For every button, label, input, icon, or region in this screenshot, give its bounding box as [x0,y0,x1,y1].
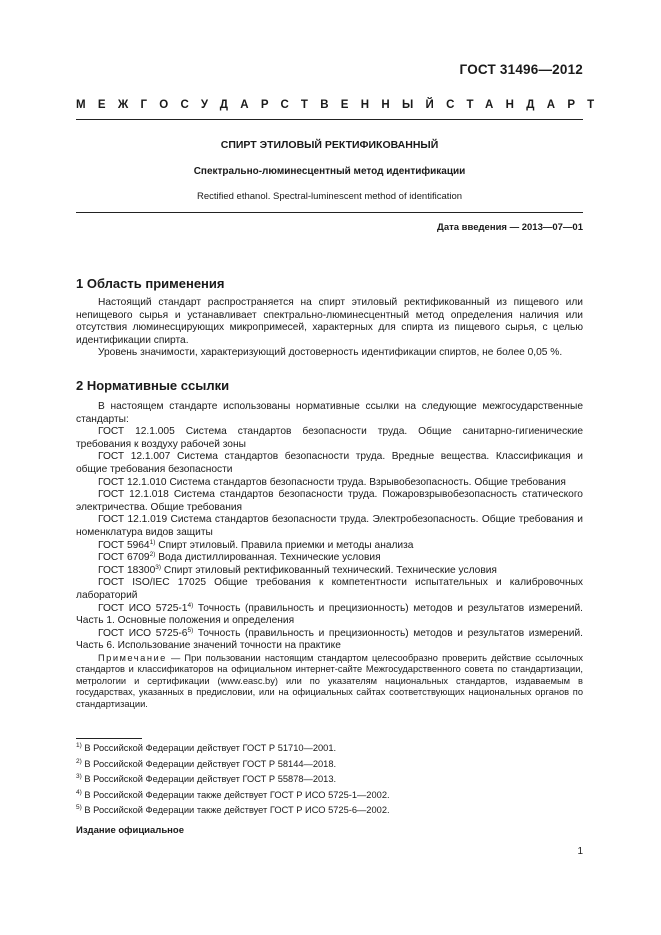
footnote-marker: 1) [149,538,156,546]
reference-title: Точность (правильность и прецизионность) методов и результатов измерений. Часть 1. Основные положения и определения [76,602,583,627]
footnote-mark: 4) [76,788,82,796]
section-1-heading: 1 Область применения [76,276,225,291]
section-1-body [76,297,583,360]
reference-code: ГОСТ 18300 [98,564,156,576]
banner-word-interstate: МЕЖГОСУДАРСТВЕННЫЙ [76,99,447,111]
interstate-standard-banner [76,99,607,111]
footnote-marker: 5) [187,626,194,634]
reference-code: ГОСТ ИСО 5725-6 [98,627,188,639]
note-text: — При пользовании настоящим стандартом целесообразно проверить действие ссылочных стандартов и классификаторов на официальном интернет-сайте Межгосударственного совета по стандартизации, метрологии и сертификации (www.easc.by) или по указателям национальных стандартов, издаваемым в государствах, указанных в предисловии, или на официальных сайтах соответствующих национальных органов по стандартизации. [76,652,583,709]
footnote [76,741,390,757]
reference-title: Спирт этиловый. Правила приемки и методы анализа [155,539,414,551]
reference-title: Вода дистиллированная. Технические условия [155,552,381,564]
page-number: 1 [577,846,583,857]
reference-item [76,577,583,602]
title-divider [76,212,583,213]
reference-item [76,603,583,628]
footnote [76,788,390,804]
reference-title: Спирт этиловый ректификованный технический. Технические условия [161,564,497,576]
banner-word-standard: СТАНДАРТ [446,99,607,111]
reference-title: Система стандартов безопасности труда. Общие санитарно-гигиенические требования к воздуху рабочей зоны [76,426,583,450]
reference-code: ГОСТ ISO/IEC 17025 [98,577,207,589]
reference-title: Система стандартов безопасности труда. Взрывобезопасность. Общие требования [166,476,566,488]
footnote-divider [76,738,142,739]
section-2-heading: 2 Нормативные ссылки [76,378,230,393]
reference-title: Точность (правильность и прецизионность) методов и результатов измерений. Часть 6. Использование значений точности на практике [76,627,583,652]
footnote-mark: 5) [76,804,82,811]
footnote-marker: 2) [149,551,156,559]
document-subtitle: Спектрально-люминесцентный метод идентификации [193,166,466,177]
section-2-body [76,401,583,710]
reference-item [76,426,583,451]
reference-title: Общие требования к компетентности испытательных и калибровочных лабораторий [76,577,583,601]
footnote-text: В Российской Федерации действует ГОСТ Р 58144—2018. [81,758,337,769]
reference-code: ГОСТ 5964 [98,539,150,551]
significance-paragraph: Уровень значимости, характеризующий достоверность идентификации спиртов, не более 0,05 %. [98,347,563,359]
reference-item [76,628,583,653]
reference-code: ГОСТ 12.1.005 [98,426,175,438]
scope-paragraph: Настоящий стандарт распространяется на спирт этиловый ректификованный из пищевого или непищевого сырья и устанавливает спектрально-люминесцентный метод определения наличия или отсутствия люминесцирующих микропримесей, характерных для спирта из пищевого сырья, с целью идентификации спирта. [76,297,583,346]
references-note [76,653,583,710]
reference-title: Система стандартов безопасности труда. Пожаровзрывобезопасность статического электричества. Общие требования [76,489,583,513]
reference-item [76,514,583,539]
footnote [76,772,390,788]
reference-item [76,552,583,565]
footnote-marker: 4) [187,601,194,609]
reference-item [76,477,583,490]
introduction-date: Дата введения — 2013—07—01 [437,222,583,233]
footnote-text: В Российской Федерации действует ГОСТ Р 51710—2001. [81,743,337,753]
reference-title: Система стандартов безопасности труда. Вредные вещества. Классификация и общие требования безопасности [76,451,583,475]
footnote [76,803,390,819]
document-title: СПИРТ ЭТИЛОВЫЙ РЕКТИФИКОВАННЫЙ [220,139,439,151]
reference-code: ГОСТ 12.1.019 [98,514,168,526]
footnote-mark: 3) [76,773,82,780]
reference-item [76,489,583,514]
gost-number: ГОСТ 31496—2012 [459,62,583,77]
footnote-text: В Российской Федерации также действует ГОСТ Р ИСО 5725-1—2002. [81,789,390,800]
footnote-text: В Российской Федерации также действует ГОСТ Р ИСО 5725-6—2002. [81,805,390,815]
reference-item [76,565,583,578]
note-label: Примечание [98,652,167,663]
reference-code: ГОСТ 12.1.018 [98,489,169,501]
official-edition-label: Издание официальное [76,825,184,836]
references-intro: В настоящем стандарте использованы нормативные ссылки на следующие межгосударственные стандарты: [76,401,583,425]
reference-code: ГОСТ 12.1.010 [98,476,167,488]
footnotes [76,741,390,819]
top-divider [76,119,583,120]
reference-code: ГОСТ ИСО 5725-1 [98,602,188,614]
footnote [76,757,390,773]
footnote-marker: 3) [155,563,162,571]
reference-code: ГОСТ 6709 [98,552,150,564]
footnote-text: В Российской Федерации действует ГОСТ Р 55878—2013. [81,774,337,784]
footnote-mark: 2) [76,757,82,765]
reference-title: Система стандартов безопасности труда. Электробезопасность. Общие требования и номенклатура видов защиты [76,514,583,538]
reference-code: ГОСТ 12.1.007 [98,451,171,463]
reference-item [76,451,583,476]
english-title: Rectified ethanol. Spectral-luminescent method of identification [196,191,463,202]
footnote-mark: 1) [76,742,82,749]
references-list [76,426,583,653]
